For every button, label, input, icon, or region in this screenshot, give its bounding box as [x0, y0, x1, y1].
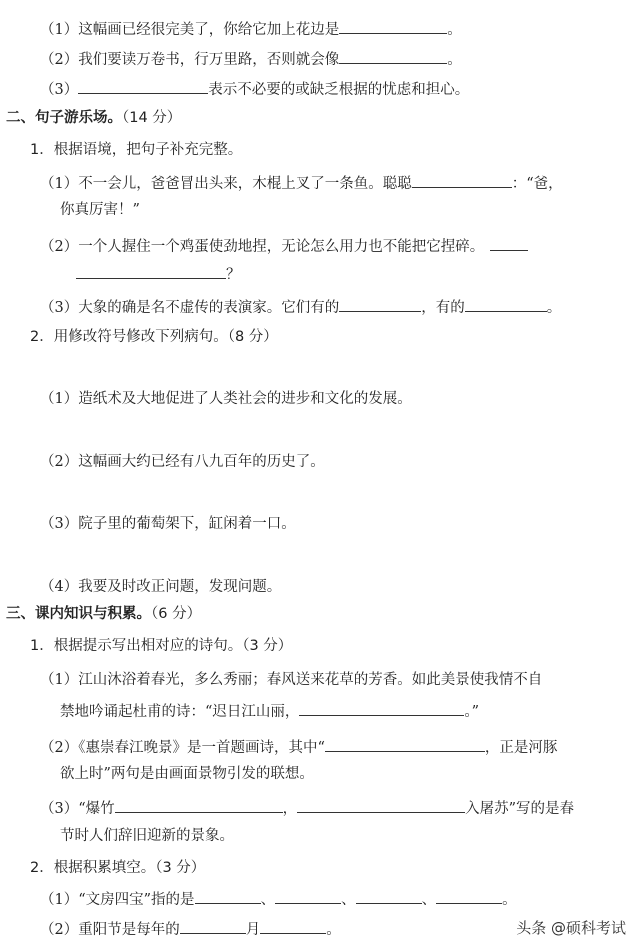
answer-blank[interactable]	[260, 918, 326, 934]
answer-blank[interactable]	[490, 235, 528, 251]
answer-blank[interactable]	[436, 888, 502, 904]
answer-blank[interactable]	[465, 296, 547, 312]
item-2-2: （2）这幅画大约已经有八九百年的历史了。	[40, 454, 325, 470]
fill-item-3-2: （2）我们要读万卷书，行万里路，否则就会像 。	[40, 48, 462, 70]
item-2-4: （4）我要及时改正问题，发现问题。	[40, 579, 282, 595]
answer-blank[interactable]	[299, 700, 464, 716]
answer-blank[interactable]	[325, 736, 485, 752]
answer-blank[interactable]	[339, 296, 421, 312]
question-3: 1．根据提示写出相对应的诗句。（3 分）	[30, 638, 293, 654]
item-3-1-line1: （1）江山沐浴着春光，多么秀丽；春风送来花草的芳香。如此美景使我情不自	[40, 672, 543, 688]
item-1-2-line1: （2）一个人握住一个鸡蛋使劲地捏，无论怎么用力也不能把它捏碎。	[40, 235, 528, 257]
item-1-1-line1: （1）不一会儿，爸爸冒出头来，木棍上叉了一条鱼。聪聪 ：“爸，	[40, 172, 563, 194]
question-2: 2．用修改符号修改下列病句。（8 分）	[30, 329, 278, 345]
item-3-1-line2: 禁地吟诵起杜甫的诗：“迟日江山丽， 。”	[60, 700, 479, 722]
item-1-1-line2: 你真厉害！”	[60, 202, 140, 218]
item-3-2-line2: 欲上时”两句是由画面景物引发的联想。	[60, 766, 314, 782]
item-3-2-line1: （2）《惠崇春江晚景》是一首题画诗，其中“ ，正是河豚	[40, 736, 557, 758]
answer-blank[interactable]	[412, 172, 512, 188]
item-3-3-line1: （3）“爆竹 ， 入屠苏”写的是春	[40, 797, 574, 819]
answer-blank[interactable]	[339, 48, 447, 64]
answer-blank[interactable]	[78, 78, 208, 94]
answer-blank[interactable]	[339, 18, 447, 34]
answer-blank[interactable]	[297, 797, 465, 813]
question-4: 2．根据积累填空。（3 分）	[30, 860, 206, 876]
question-1: 1．根据语境，把句子补充完整。	[30, 142, 243, 158]
item-3-3-line2: 节时人们辞旧迎新的景象。	[60, 828, 234, 844]
answer-blank[interactable]	[356, 888, 422, 904]
watermark: 头条 @硕科考试	[516, 919, 626, 937]
item-4-2: （2）重阳节是每年的 月 。	[40, 918, 341, 940]
fill-item-3-1: （1）这幅画已经很完美了，你给它加上花边是 。	[40, 18, 462, 40]
fill-item-3-3: （3） 表示不必要的或缺乏根据的忧虑和担心。	[40, 78, 469, 100]
item-4-1: （1）“文房四宝”指的是 、 、 、 。	[40, 888, 517, 910]
section-title-3: 三、课内知识与积累。（6 分）	[6, 606, 202, 622]
answer-blank[interactable]	[195, 888, 261, 904]
answer-blank[interactable]	[76, 263, 226, 279]
answer-blank[interactable]	[180, 918, 246, 934]
item-1-3: （3）大象的确是名不虚传的表演家。它们有的 ，有的 。	[40, 296, 561, 318]
section-title-2: 二、句子游乐场。（14 分）	[6, 110, 182, 126]
answer-blank[interactable]	[275, 888, 341, 904]
item-1-2-line2: ？	[76, 263, 241, 285]
answer-blank[interactable]	[115, 797, 283, 813]
item-2-3: （3）院子里的葡萄架下，缸闲着一口。	[40, 516, 296, 532]
item-2-1: （1）造纸术及大地促进了人类社会的进步和文化的发展。	[40, 391, 412, 407]
